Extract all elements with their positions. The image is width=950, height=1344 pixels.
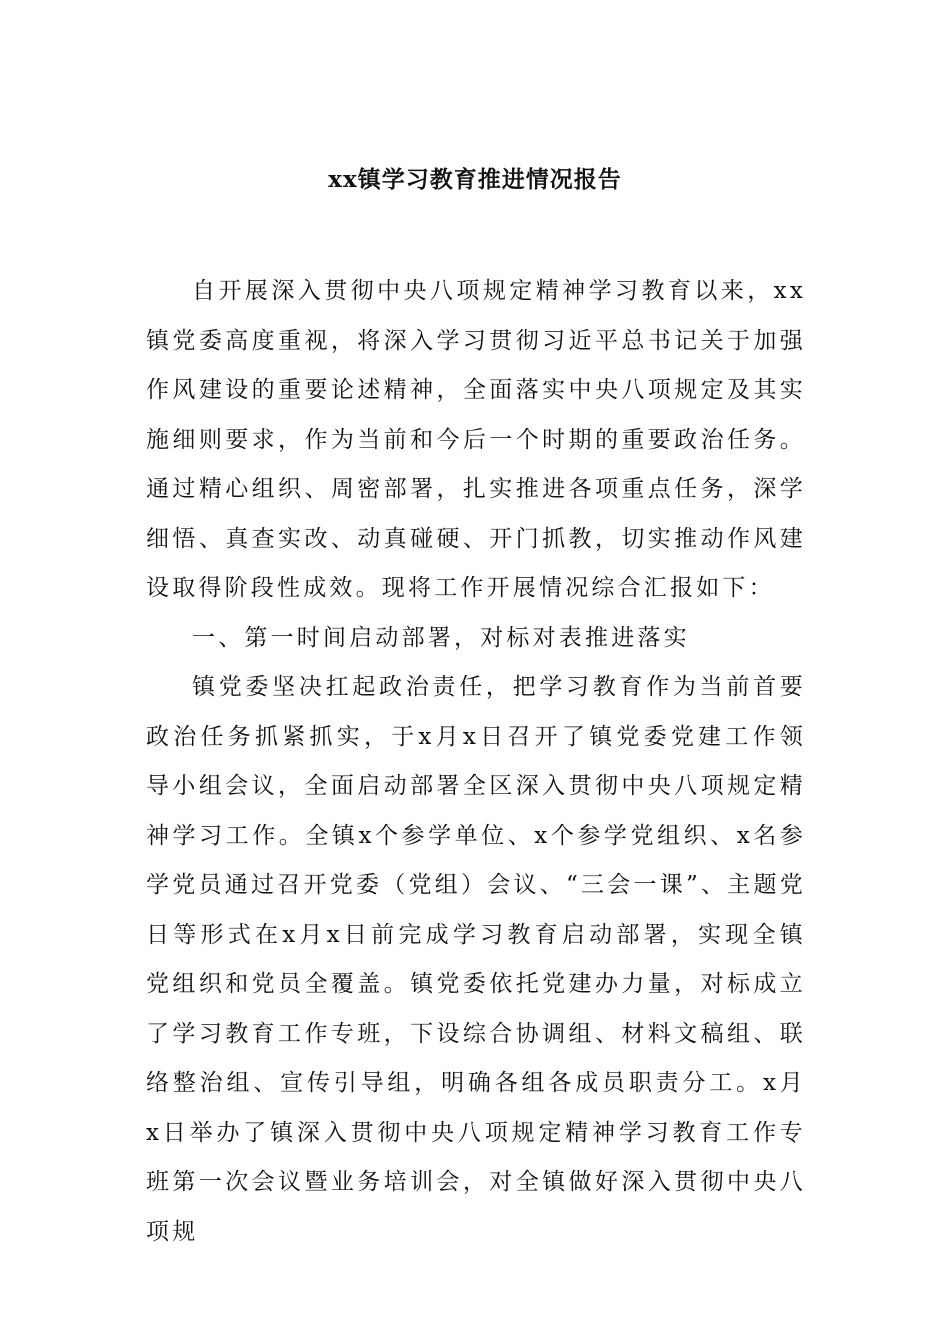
section-1-paragraph: 镇党委坚决扛起政治责任，把学习教育作为当前首要政治任务抓紧抓实，于x月x日召开了镇党委党建工作领导小组会议，全面启动部署全区深入贯彻中央八项规定精神学习工作。全镇x个参学单位、x个参学党组织、x名参学党员通过召开党委（党组）会议、“三会一课”、主题党日等形式在x月x日前完成学习教育启动部署，实现全镇党组织和党员全覆盖。镇党委依托党建办力量，对标成立了学习教育工作专班，下设综合协调组、材料文稿组、联络整治组、宣传引导组，明确各组各成员职责分工。x月x日举办了镇深入贯彻中央八项规定精神学习教育工作专班第一次会议暨业务培训会，对全镇做好深入贯彻中央八项规 (146, 674, 806, 1245)
intro-paragraph: 自开展深入贯彻中央八项规定精神学习教育以来，xx镇党委高度重视，将深入学习贯彻习近平总书记关于加强作风建设的重要论述精神，全面落实中央八项规定及其实施细则要求，作为当前和今后一个时期的重要政治任务。通过精心组织、周密部署，扎实推进各项重点任务，深学细悟、真查实改、动真碰硬、开门抓教，切实推动作风建设取得阶段性成效。现将工作开展情况综合汇报如下： (146, 278, 806, 601)
section-heading-1: 一、第一时间启动部署，对标对表推进落实 (192, 624, 690, 651)
document-title: xx镇学习教育推进情况报告 (328, 166, 622, 193)
document-body (146, 267, 806, 1257)
